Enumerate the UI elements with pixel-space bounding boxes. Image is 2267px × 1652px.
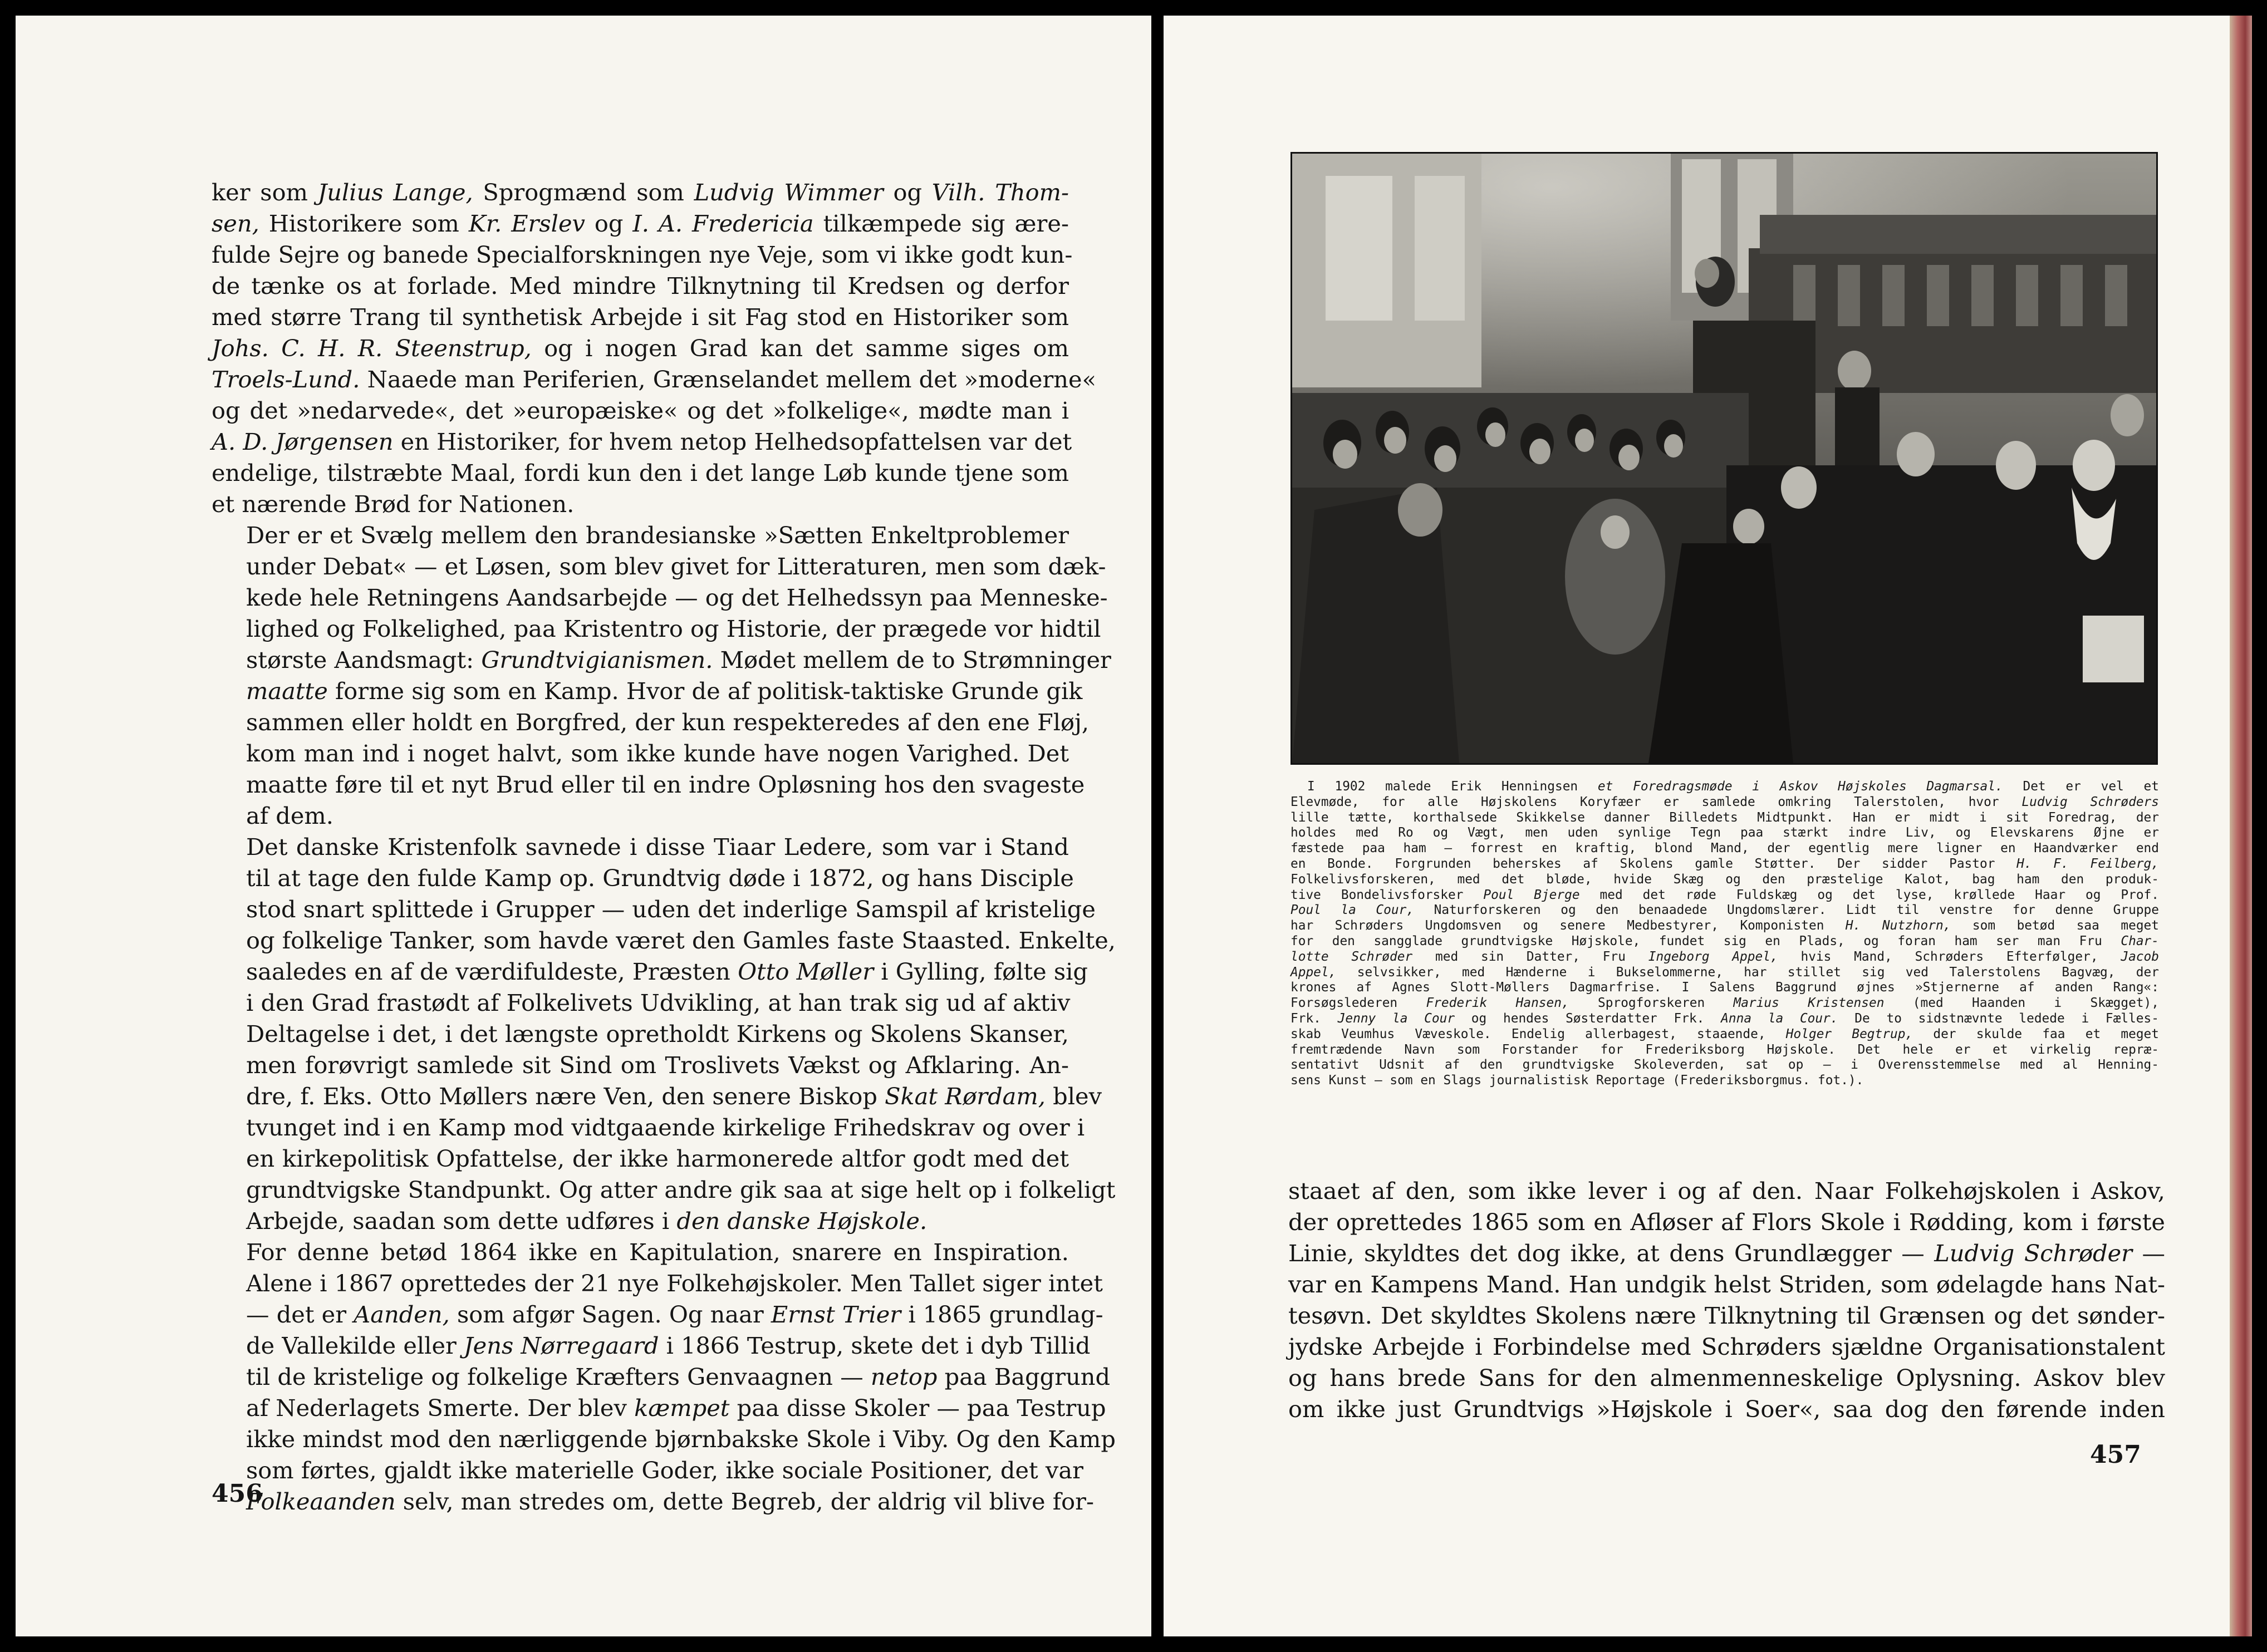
- text-run: de tænke os at forlade. Med mindre Tilknytning til Kredsen og derfor: [212, 272, 1069, 299]
- text-line: [212, 1455, 1083, 1486]
- text-line: [212, 458, 1069, 489]
- paragraph: [212, 177, 1096, 520]
- text-line: [1290, 841, 2159, 857]
- text-line: [1290, 996, 2159, 1011]
- italic-run: Frederik Hansen,: [1426, 996, 1569, 1011]
- text-run: tilkæmpede sig ære-: [813, 210, 1069, 237]
- text-line: [1288, 1394, 2165, 1425]
- text-line: [1290, 872, 2159, 888]
- text-run: sentativt Udsnit af den grundtvigske Skoleverden, sat op — i Overensstemmelse med al Henning-: [1290, 1058, 2159, 1073]
- italic-run: Char-: [2121, 933, 2159, 948]
- text-line: [212, 738, 1069, 769]
- text-line: [212, 302, 1069, 333]
- text-run: kede hele Retningens Aandsarbejde — og det Helhedssyn paa Menneske-: [246, 584, 1108, 611]
- figure-caption: [1290, 779, 2159, 1089]
- text-line: [212, 333, 1069, 364]
- text-run: fulde Sejre og banede Specialforskningen nye Veje, som vi ikke godt kun-: [212, 241, 1073, 268]
- italic-run: netop: [870, 1363, 938, 1390]
- italic-run: Vilh. Thom-: [931, 179, 1069, 206]
- text-run: endelige, tilstræbte Maal, fordi kun den i det lange Løb kunde tjene som: [212, 459, 1069, 486]
- text-line: [212, 1237, 1069, 1268]
- text-run: om ikke just Grundtvigs »Højskole i Soer«, saa dog den førende inden: [1288, 1395, 2165, 1423]
- text-run: i 1865 grundlag-: [901, 1301, 1103, 1328]
- paragraph: [212, 1237, 1116, 1517]
- text-line: [212, 551, 1106, 582]
- text-run: Det danske Kristenfolk savnede i disse Tiaar Ledere, som var i Stand: [246, 833, 1069, 861]
- text-run: som afgør Sagen. Og naar: [449, 1301, 771, 1328]
- text-line: [1288, 1269, 2165, 1300]
- italic-run: Kr. Erslev: [468, 210, 585, 237]
- text-run: der skulde faa et meget: [1913, 1026, 2160, 1041]
- italic-run: maatte: [246, 677, 328, 705]
- text-line: [1290, 950, 2159, 965]
- text-run: med større Trang til synthetisk Arbejde i sit Fag stod en Historiker som: [212, 303, 1069, 331]
- right-body-text: [1288, 1176, 2165, 1425]
- text-line: [1290, 1043, 2159, 1058]
- italic-run: Jenny la Cour: [1337, 1011, 1455, 1026]
- text-run: Historikere som: [259, 210, 469, 237]
- text-run: en Historiker, for hvem netop Helhedsopfattelsen var det: [393, 428, 1072, 455]
- text-run: i 1866 Testrup, skete det i dyb Tillid: [659, 1332, 1091, 1359]
- text-line: [212, 863, 1074, 894]
- text-run: og hendes Søsterdatter Frk.: [1455, 1011, 1721, 1026]
- italic-run: kæmpet: [634, 1394, 730, 1422]
- italic-run: Appel,: [1290, 965, 1337, 980]
- text-run: saaledes en af de værdifuldeste, Præsten: [246, 958, 738, 985]
- text-run: I 1902 malede Erik Henningsen: [1307, 779, 1598, 794]
- text-line: [1290, 810, 2159, 826]
- text-line: [1288, 1363, 2165, 1394]
- text-run: og hans brede Sans for den almenmenneskelige Oplysning. Askov blev: [1288, 1364, 2165, 1392]
- text-line: [1290, 918, 2159, 934]
- italic-run: Jacob: [2121, 949, 2159, 964]
- text-run: maatte føre til et nyt Brud eller til en indre Opløsning hos den svageste: [246, 771, 1085, 798]
- text-run: forme sig som en Kamp. Hvor de af politisk-taktiske Grunde gik: [327, 677, 1083, 705]
- text-run: lille tætte, korthalsede Skikkelse danner Billedets Midtpunkt. Han er midt i sit Foredrag, der: [1290, 810, 2159, 825]
- text-line: [212, 1486, 1095, 1517]
- italic-run: et Foredragsmøde i Askov Højskoles Dagmarsal.: [1597, 779, 2003, 794]
- italic-run: H. Nutzhorn,: [1845, 918, 1951, 933]
- text-line: [212, 676, 1083, 707]
- text-line: [212, 177, 1069, 208]
- text-line: [1290, 825, 2159, 841]
- italic-run: Ludvig Schrøders: [2021, 794, 2160, 809]
- italic-run: Poul Bjerge: [1483, 887, 1580, 902]
- text-run: Linie, skyldtes det dog ikke, at dens Grundlægger —: [1288, 1240, 1935, 1267]
- text-line: [212, 1174, 1116, 1206]
- text-line: [1288, 1238, 2165, 1269]
- text-line: [1290, 779, 2159, 795]
- text-line: [212, 582, 1108, 613]
- text-run: stod snart splittede i Grupper — uden det inderlige Samspil af kristelige: [246, 896, 1096, 923]
- text-run: Mødet mellem de to Strømninger: [713, 646, 1111, 673]
- text-run: og i nogen Grad kan det samme siges om: [531, 335, 1069, 362]
- right-page: [1164, 16, 2230, 1636]
- text-line: [212, 613, 1101, 645]
- text-run: fæstede paa ham — forrest en kraftig, blond Mand, der egentlig mere ligner en Haandværker end: [1290, 841, 2159, 856]
- text-line: [212, 1424, 1116, 1455]
- text-line: [212, 520, 1069, 551]
- text-line: [212, 426, 1072, 458]
- text-line: [212, 800, 1069, 832]
- text-run: blev: [1045, 1083, 1102, 1110]
- text-line: [212, 1330, 1091, 1361]
- italic-run: sen,: [212, 210, 259, 237]
- text-run: under Debat« — et Løsen, som blev givet for Litteraturen, men som dæk-: [246, 553, 1106, 580]
- paragraph: [212, 832, 1116, 1237]
- text-run: og folkelige Tanker, som havde været den Gamles faste Staasted. Enkelte,: [246, 927, 1116, 954]
- text-run: Elevmøde, for alle Højskolens Koryfæer er samlede omkring Talerstolen, hvor: [1290, 794, 2022, 809]
- text-run: For denne betød 1864 ikke en Kapitulation, snarere en Inspiration.: [246, 1238, 1069, 1266]
- text-line: [1288, 1331, 2165, 1363]
- text-run: som betød saa meget: [1951, 918, 2160, 933]
- text-run: de Vallekilde eller: [246, 1332, 464, 1359]
- text-run: Folkelivsforskeren, med det bløde, hvide Skæg og den præstelige Kalot, bag ham den produk-: [1290, 872, 2159, 887]
- text-line: [1290, 1011, 2159, 1027]
- text-run: af Nederlagets Smerte. Der blev: [246, 1394, 635, 1422]
- text-run: var en Kampens Mand. Han undgik helst Striden, som ødelagde hans Nat-: [1288, 1271, 2165, 1298]
- text-line: [1288, 1207, 2165, 1238]
- page-number-right: 457: [2090, 1440, 2141, 1469]
- italic-run: lotte Schrøder: [1290, 949, 1413, 964]
- text-line: [212, 1143, 1069, 1174]
- text-run: kom man ind i noget halvt, som ikke kunde have nogen Varighed. Det: [246, 740, 1069, 767]
- text-run: med sin Datter, Fru: [1412, 949, 1648, 964]
- text-run: og det »nedarvede«, det »europæiske« og det »folkelige«, mødte man i: [212, 397, 1069, 424]
- text-run: Frk.: [1290, 1011, 1338, 1026]
- text-line: [212, 1019, 1069, 1050]
- text-run: selvsikker, med Hænderne i Bukselommerne, har stillet sig ved Talerstolens Bagvæg, der: [1336, 965, 2159, 980]
- italic-run: Ludvig Schrøder: [1934, 1240, 2133, 1267]
- text-run: en Bonde. Forgrunden beherskes af Skolens gamle Støtter. Der sidder Pastor: [1290, 856, 2017, 871]
- italic-run: Anna la Cour.: [1721, 1011, 1838, 1026]
- text-run: fremtrædende Navn som Forstander for Frederiksborg Højskole. Det hele er et virkelig repræ-: [1290, 1042, 2159, 1057]
- text-run: Sprogmænd som: [473, 179, 694, 206]
- text-line: [1290, 1058, 2159, 1073]
- italic-run: Ingeborg Appel,: [1648, 949, 1778, 964]
- text-run: ker som: [212, 179, 318, 206]
- text-line: [1290, 980, 2159, 996]
- page-number-left: 456: [212, 1479, 263, 1508]
- text-run: men forøvrigt samlede sit Sind om Troslivets Vækst og Afklaring. An-: [246, 1051, 1069, 1079]
- text-run: en kirkepolitisk Opfattelse, der ikke harmonerede altfor godt med det: [246, 1145, 1069, 1172]
- text-run: Deltagelse i det, i det længste opretholdt Kirkens og Skolens Skanser,: [246, 1020, 1069, 1048]
- italic-run: Jens Nørregaard: [464, 1332, 659, 1359]
- text-run: skab Veumhus Væveskole. Endelig allerbagest, staaende,: [1290, 1026, 1786, 1041]
- text-run: Arbejde, saadan som dette udføres i: [246, 1207, 677, 1235]
- text-run: (med Haanden i Skægget),: [1884, 996, 2159, 1011]
- text-run: dre, f. Eks. Otto Møllers nære Ven, den senere Biskop: [246, 1083, 885, 1110]
- text-run: lighed og Folkelighed, paa Kristentro og Historie, der prægede vor hidtil: [246, 615, 1101, 642]
- text-run: et nærende Brød for Nationen.: [212, 490, 575, 518]
- italic-run: Folkeaanden: [246, 1488, 396, 1515]
- text-run: holdes med Ro og Vægt, men uden synlige Tegn paa stærkt indre Liv, og Elevskarens Øjne er: [1290, 825, 2159, 840]
- text-line: [1290, 857, 2159, 872]
- text-run: til at tage den fulde Kamp op. Grundtvig døde i 1872, og hans Disciple: [246, 864, 1074, 892]
- text-line: [1290, 903, 2159, 918]
- text-run: med det røde Fuldskæg og det lyse, krøllede Haar og Prof.: [1579, 887, 2160, 902]
- text-line: [212, 1112, 1085, 1143]
- text-run: og: [585, 210, 633, 237]
- text-line: [1290, 965, 2159, 981]
- text-run: —: [2132, 1240, 2165, 1267]
- left-body-text: [212, 177, 1116, 1517]
- text-line: [212, 1050, 1069, 1081]
- italic-run: Marius Kristensen: [1733, 996, 1885, 1011]
- text-run: staaet af den, som ikke lever i og af den. Naar Folkehøjskolen i Askov,: [1288, 1177, 2165, 1204]
- text-run: tive Bondelivsforsker: [1290, 887, 1484, 902]
- italic-run: Ludvig Wimmer: [694, 179, 884, 206]
- text-run: krones af Agnes Slott-Møllers Dagmarfrise. I Salens Baggrund øjnes »Stjernerne af anden Rang«:: [1290, 980, 2159, 995]
- text-line: [1288, 1300, 2165, 1331]
- text-run: har Schrøders Ungdomsven og senere Medbestyrer, Komponisten: [1290, 918, 1846, 933]
- italic-run: A. D. Jørgensen: [212, 428, 394, 455]
- text-line: [1290, 795, 2159, 810]
- text-line: [212, 987, 1069, 1019]
- text-line: [212, 239, 1073, 271]
- text-line: [212, 925, 1116, 956]
- text-line: [212, 208, 1069, 239]
- left-page: [16, 16, 1151, 1636]
- text-line: [212, 1361, 1111, 1393]
- text-line: [212, 956, 1088, 987]
- italic-run: den danske Højskole.: [676, 1207, 928, 1235]
- text-run: Sprogforskeren: [1569, 996, 1734, 1011]
- text-line: [212, 645, 1111, 676]
- italic-run: Ernst Trier: [771, 1301, 901, 1328]
- text-run: for den sangglade grundtvigske Højskole, fundet sig en Plads, og foran ham ser man Fru: [1290, 933, 2121, 948]
- text-line: [212, 1393, 1106, 1424]
- text-run: Naaede man Periferien, Grænselandet mellem det »moderne«: [360, 366, 1096, 393]
- text-line: [212, 1206, 1069, 1237]
- text-line: [1290, 934, 2159, 950]
- text-run: til de kristelige og folkelige Kræfters Genvaagnen —: [246, 1363, 871, 1390]
- text-run: grundtvigske Standpunkt. Og atter andre gik saa at sige helt op i folkeligt: [246, 1176, 1116, 1203]
- text-run: sammen eller holdt en Borgfred, der kun respekteredes af den ene Fløj,: [246, 709, 1090, 736]
- text-run: tvunget ind i en Kamp mod vidtgaaende kirkelige Frihedskrav og over i: [246, 1114, 1085, 1141]
- text-run: Forsøgslederen: [1290, 996, 1426, 1011]
- text-run: og: [883, 179, 932, 206]
- italic-run: Julius Lange,: [317, 179, 473, 206]
- text-line: [1288, 1176, 2165, 1207]
- text-line: [212, 832, 1069, 863]
- text-run: sens Kunst — som en Slags journalistisk Reportage (Frederiksborgmus. fot.).: [1290, 1073, 1864, 1088]
- italic-run: Johs. C. H. R. Steenstrup,: [212, 335, 532, 362]
- painting-figure: [1290, 152, 2158, 765]
- text-line: [212, 271, 1069, 302]
- text-line: [212, 769, 1085, 800]
- text-run: Alene i 1867 oprettedes der 21 nye Folkehøjskoler. Men Tallet siger intet: [246, 1270, 1103, 1297]
- book-edge: [2230, 16, 2252, 1636]
- text-run: jydske Arbejde i Forbindelse med Schrøders sjældne Organisationstalent: [1288, 1333, 2165, 1360]
- text-line: [212, 1268, 1103, 1299]
- italic-run: H. F. Feilberg,: [2016, 856, 2159, 871]
- text-run: Der er et Svælg mellem den brandesianske »Sætten Enkeltproblemer: [246, 522, 1069, 549]
- text-run: paa disse Skoler — paa Testrup: [729, 1394, 1106, 1422]
- text-line: [212, 1081, 1102, 1112]
- text-line: [212, 894, 1096, 925]
- italic-run: Troels-Lund.: [212, 366, 360, 393]
- text-run: De to sidstnævnte ledede i Fælles-: [1838, 1011, 2159, 1026]
- text-run: — det er: [246, 1301, 354, 1328]
- text-run: der oprettedes 1865 som en Afløser af Flors Skole i Rødding, kom i første: [1288, 1208, 2165, 1236]
- text-run: Det er vel et: [2003, 779, 2160, 794]
- text-run: som førtes, gjaldt ikke materielle Goder, ikke sociale Positioner, det var: [246, 1457, 1083, 1484]
- text-run: selv, man stredes om, dette Begreb, der aldrig vil blive for-: [395, 1488, 1095, 1515]
- italic-run: Poul la Cour,: [1290, 903, 1415, 918]
- text-run: i Gylling, følte sig: [874, 958, 1088, 985]
- text-run: Naturforskeren og den benaadede Ungdomslærer. Lidt til venstre for denne Gruppe: [1414, 903, 2159, 918]
- text-run: hvis Mand, Schrøders Efterfølger,: [1778, 949, 2121, 964]
- italic-run: I. A. Fredericia: [632, 210, 814, 237]
- text-line: [1290, 888, 2159, 903]
- text-run: af dem.: [246, 802, 333, 829]
- text-line: [212, 364, 1096, 395]
- italic-run: Aanden,: [354, 1301, 450, 1328]
- text-line: [1290, 1027, 2159, 1043]
- paragraph: [212, 520, 1111, 832]
- painting-image: [1292, 154, 2156, 763]
- text-line: [1290, 1073, 2159, 1089]
- italic-run: Grundtvigianismen.: [481, 646, 713, 673]
- text-run: tesøvn. Det skyldtes Skolens nære Tilknytning til Grænsen og det sønder-: [1288, 1302, 2165, 1329]
- text-run: paa Baggrund: [937, 1363, 1111, 1390]
- italic-run: Skat Rørdam,: [885, 1083, 1046, 1110]
- text-run: i den Grad frastødt af Folkelivets Udvikling, at han trak sig ud af aktiv: [246, 989, 1071, 1016]
- text-line: [212, 707, 1090, 738]
- text-run: største Aandsmagt:: [246, 646, 482, 673]
- text-run: ikke mindst mod den nærliggende bjørnbakske Skole i Viby. Og den Kamp: [246, 1425, 1116, 1453]
- text-line: [212, 1299, 1103, 1330]
- italic-run: Holger Begtrup,: [1785, 1026, 1913, 1041]
- italic-run: Otto Møller: [738, 958, 874, 985]
- text-line: [212, 489, 1069, 520]
- text-line: [212, 395, 1069, 426]
